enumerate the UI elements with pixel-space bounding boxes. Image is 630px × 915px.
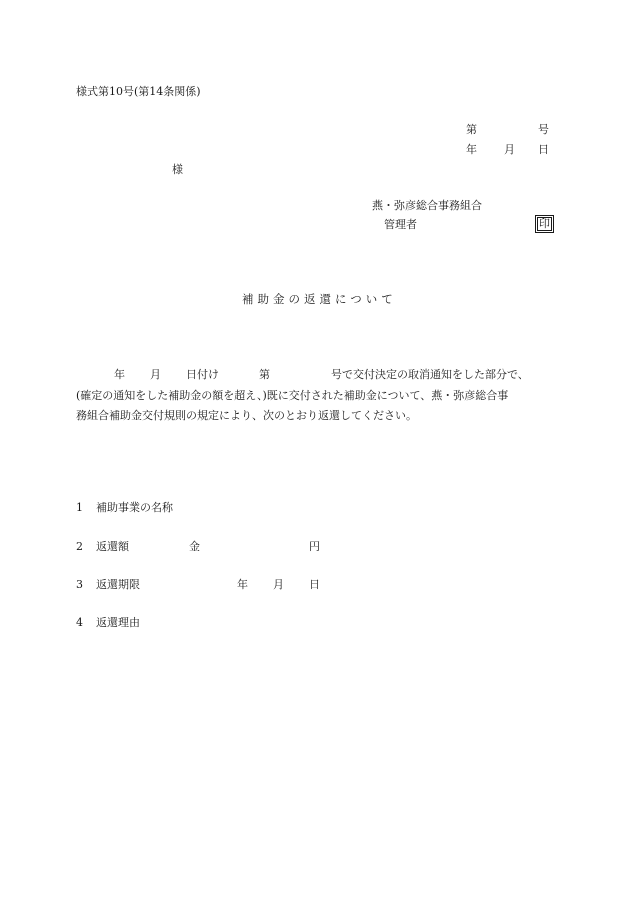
item-2-kin: 金 (189, 540, 200, 553)
body-line2: (確定の通知をした補助金の額を超え、)既に交付された補助金について、燕・弥彦総合事 (76, 389, 509, 402)
body-month: 月 (150, 368, 161, 381)
document-title: 補助金の返還について (242, 292, 397, 306)
item-3-number: 3 (76, 578, 83, 591)
item-4-label: 返還理由 (96, 616, 140, 629)
date-month: 月 (504, 143, 515, 156)
sender-organization: 燕・弥彦総合事務組合 (372, 199, 482, 212)
item-3-day: 日 (309, 578, 320, 591)
reference-dai: 第 (466, 123, 477, 136)
form-number: 様式第10号(第14条関係) (76, 85, 201, 98)
item-4-number: 4 (76, 616, 83, 629)
body-date-tsuke: 日付け (186, 368, 219, 381)
item-3-month: 月 (273, 578, 284, 591)
item-2-label: 返還額 (96, 540, 129, 553)
item-3-label: 返還期限 (96, 578, 140, 591)
item-2-number: 2 (76, 540, 83, 553)
body-dai: 第 (259, 368, 270, 381)
item-2-en: 円 (309, 540, 320, 553)
seal-mark (537, 217, 552, 231)
date-year: 年 (466, 143, 477, 156)
item-1-number: 1 (76, 501, 83, 514)
item-1-label: 補助事業の名称 (96, 501, 173, 514)
reference-gou: 号 (538, 123, 549, 136)
seal-char: 印 (539, 217, 550, 230)
body-line1-rest: 号で交付決定の取消通知をした部分で、 (331, 368, 529, 381)
body-year: 年 (114, 368, 125, 381)
date-day: 日 (538, 143, 549, 156)
item-3-year: 年 (237, 578, 248, 591)
addressee-sama: 様 (172, 163, 183, 176)
body-line3: 務組合補助金交付規則の規定により、次のとおり返還してください。 (76, 409, 417, 422)
sender-role: 管理者 (384, 218, 417, 231)
